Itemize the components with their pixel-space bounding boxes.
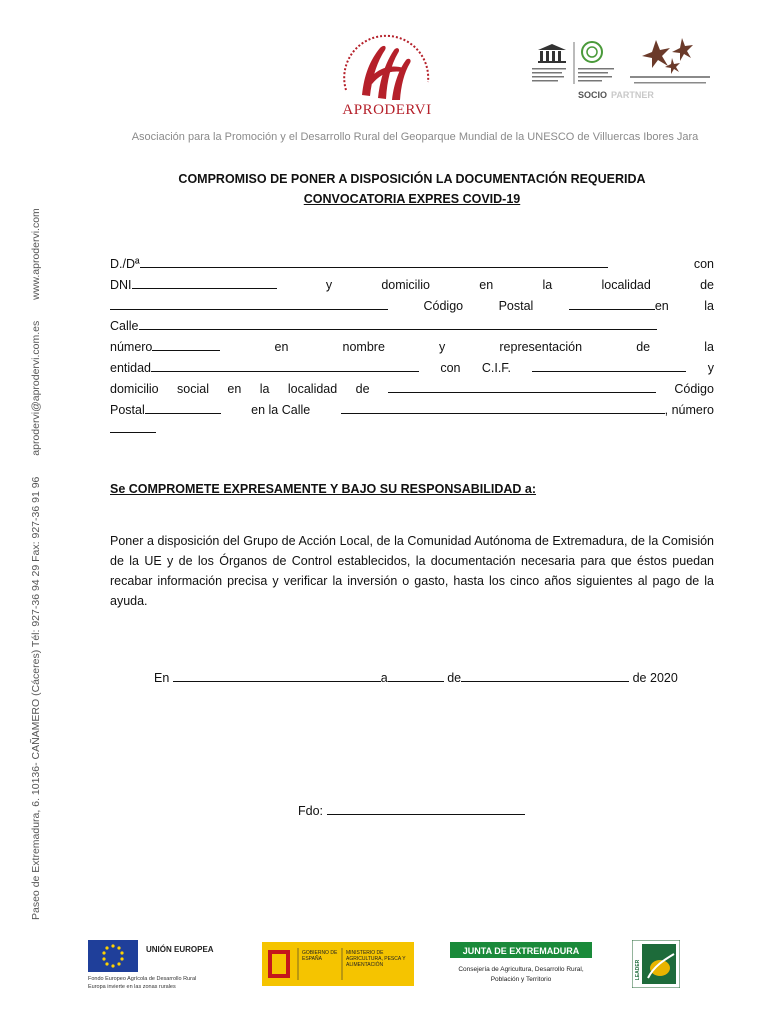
text-en-3: en: [274, 340, 289, 355]
text-codigo-2: Código: [674, 381, 714, 396]
place-de-label: de: [447, 671, 462, 685]
name-label: D./Dª: [110, 257, 140, 271]
text-y-2: y: [439, 340, 446, 355]
place-a-label: a: [380, 671, 388, 685]
text-en-2: en: [654, 298, 669, 313]
junta-extremadura-logo: [450, 942, 598, 992]
text-y-3: y: [707, 360, 714, 375]
text-localidad-2: localidad: [287, 381, 338, 396]
text-la-4: la: [259, 381, 270, 396]
text-y: y: [325, 277, 333, 292]
text-la: la: [542, 277, 553, 292]
con-label: con: [693, 257, 714, 271]
entity-field[interactable]: [151, 359, 419, 372]
form-row-social-address: [110, 379, 714, 400]
text-social: social: [177, 381, 210, 396]
junta-dept-1: Consejería de Agricultura, Desarrollo Rural,: [458, 966, 584, 973]
text-en: en: [479, 277, 494, 292]
leader-text: LEADER: [635, 959, 641, 981]
dni-label: DNI: [110, 277, 132, 292]
form-row-locality: [110, 296, 714, 317]
form-row-name: [110, 254, 714, 275]
gob-right-text: MINISTERIO DE AGRICULTURA, PESCA Y ALIMENTACIÓN: [346, 950, 406, 968]
gob-left-text: GOBIERNO DE ESPAÑA: [302, 950, 338, 962]
eu-title: UNIÓN EUROPEA: [146, 945, 214, 954]
month-field[interactable]: [461, 669, 629, 682]
form-row-number: [110, 337, 714, 358]
social-street-field[interactable]: [341, 401, 665, 414]
side-contact-info: [30, 190, 42, 920]
signature-label: Fdo:: [298, 804, 324, 818]
form-row-entity: [110, 358, 714, 379]
signature-line: [298, 802, 525, 818]
document-title: [110, 169, 714, 209]
text-postal: Postal: [498, 298, 534, 313]
signature-field[interactable]: [327, 802, 525, 815]
text-de: de: [700, 277, 714, 292]
text-localidad: localidad: [601, 277, 651, 292]
year-label: de 2020: [632, 671, 678, 685]
geopark-logo: [626, 36, 716, 92]
eu-fund: Fondo Europeo Agrícola de Desarrollo Rural: [88, 976, 197, 982]
street-field[interactable]: [139, 317, 657, 330]
postal-field[interactable]: [145, 401, 221, 414]
text-codigo: Código: [423, 298, 464, 313]
form-row-postal-street: [110, 400, 714, 421]
socio-partner-label: [578, 90, 654, 100]
text-de-3: de: [355, 381, 370, 396]
place-field[interactable]: [173, 669, 381, 682]
street-label: Calle: [110, 319, 139, 334]
side-web: www.aprodervi.com: [30, 208, 42, 300]
junta-dept-2: Población y Territorio: [490, 976, 552, 983]
locality-field[interactable]: [110, 297, 388, 310]
form-row-street: [110, 316, 714, 337]
junta-name: JUNTA DE EXTREMADURA: [462, 946, 580, 956]
social-locality-field[interactable]: [388, 380, 656, 393]
eu-logo: [88, 940, 248, 992]
form-row-dni: [110, 275, 714, 296]
text-en-4: en: [227, 381, 242, 396]
entity-label: entidad: [110, 360, 152, 375]
text-en-la-calle: en la Calle: [251, 402, 311, 417]
text-domicilio-2: domicilio: [110, 381, 159, 396]
unesco-geopark-logo: [528, 38, 623, 88]
cif-field[interactable]: [532, 359, 686, 372]
commitment-heading: Se COMPROMETE EXPRESAMENTE Y BAJO SU RESPONSABILIDAD a:: [110, 482, 537, 496]
side-address: Paseo de Extremadura, 6. 10136- CAÑAMERO (Cáceres) Tél: 927-36 94 29 Fax: 927-36 91 96: [30, 476, 42, 920]
place-en-label: En: [154, 671, 170, 685]
text-con: con: [440, 360, 461, 375]
side-email: aprodervi@aprodervi.com.es: [30, 320, 42, 456]
social-number-field[interactable]: [110, 420, 156, 433]
postal-code-field[interactable]: [569, 297, 655, 310]
place-date-line: [154, 669, 714, 685]
dni-field[interactable]: [132, 276, 277, 289]
eu-motto: Europa invierte en las zonas rurales: [88, 984, 176, 990]
text-nombre: nombre: [342, 340, 385, 355]
name-field[interactable]: [140, 255, 608, 268]
number-label: número: [110, 340, 153, 355]
text-la-3: la: [704, 340, 714, 355]
title-line-1: COMPROMISO DE PONER A DISPOSICIÓN LA DOCUMENTACIÓN REQUERIDA: [178, 172, 646, 186]
partner-label: PARTNER: [611, 90, 654, 100]
socio-label: SOCIO: [578, 90, 608, 100]
title-line-2: CONVOCATORIA EXPRES COVID-19: [303, 192, 521, 206]
cif-label: C.I.F.: [481, 360, 512, 375]
commitment-text: Poner a disposición del Grupo de Acción Local, de la Comunidad Autónoma de Extremadura, de la Comisión de la UE y de los Órganos de Control establecidos, la documentación necesaria para que éstos puedan recabar información precisa y verificar la inversión o gasto, hasta los cinco años siguientes al pago de la ayuda.: [110, 534, 714, 608]
text-representacion: representación: [499, 340, 583, 355]
text-de-2: de: [636, 340, 651, 355]
day-field[interactable]: [388, 669, 444, 682]
postal-label: Postal: [110, 402, 145, 417]
org-name: APRODERVI: [342, 102, 432, 118]
text-la-2: la: [704, 298, 714, 313]
gobierno-espana-logo: [262, 942, 414, 986]
text-domicilio: domicilio: [381, 277, 430, 292]
number-field[interactable]: [152, 338, 220, 351]
org-tagline: Asociación para la Promoción y el Desarrollo Rural del Geoparque Mundial de la UNESCO de Villuercas Ibores Jara: [131, 131, 699, 143]
form-row-number-2: [110, 420, 714, 441]
leader-logo: [632, 940, 680, 988]
text-numero: , número: [664, 402, 714, 417]
declarant-form: [110, 254, 714, 441]
